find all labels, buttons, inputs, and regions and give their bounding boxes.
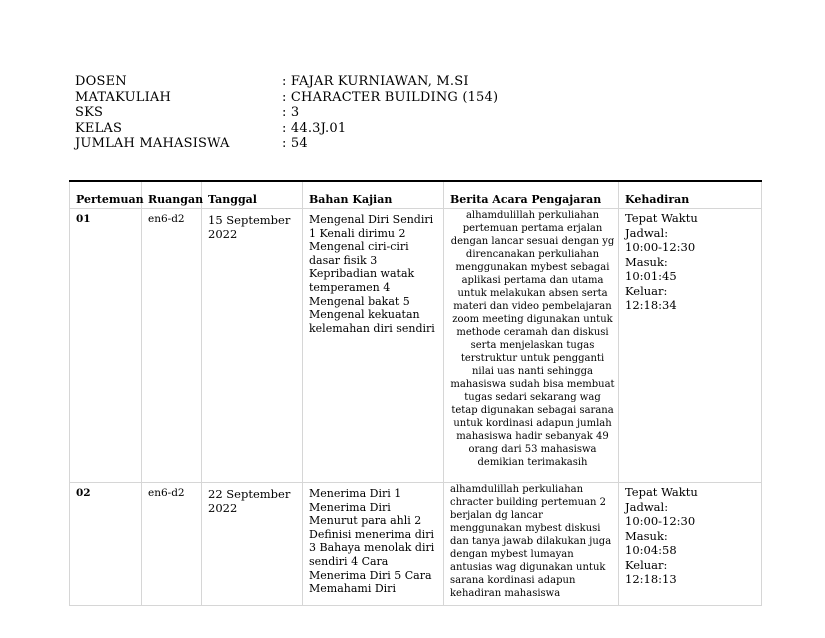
info-label: DOSEN <box>75 74 127 89</box>
cell-ruangan: en6-d2 <box>142 483 202 606</box>
kehadiran-keluar: 12:18:13 <box>625 572 677 586</box>
cell-pertemuan: 02 <box>70 483 142 606</box>
info-value: : CHARACTER BUILDING (154) <box>282 89 499 105</box>
info-value: : 54 <box>282 136 308 151</box>
info-row-jumlah-mahasiswa <box>75 136 498 152</box>
kehadiran-keluar-label: Keluar: <box>625 557 668 572</box>
kehadiran-jadwal-label: Jadwal: <box>625 499 669 514</box>
header-bahan-kajian: Bahan Kajian <box>303 181 444 209</box>
kehadiran-keluar: 12:18:34 <box>625 298 677 312</box>
kehadiran-status: Tepat Waktu <box>625 485 698 499</box>
kehadiran-status: Tepat Waktu <box>625 211 698 225</box>
info-row-kelas <box>75 121 498 137</box>
cell-ruangan: en6-d2 <box>142 209 202 483</box>
kehadiran-masuk: 10:01:45 <box>625 269 677 283</box>
header-berita-acara: Berita Acara Pengajaran <box>444 181 619 209</box>
cell-bahan-kajian: Mengenal Diri Sendiri 1 Kenali dirimu 2 Mengenal ciri-ciri dasar fisik 3 Kepribadian watak temperamen 4 Mengenal bakat 5 Mengenal kekuatan kelemahan diri sendiri <box>303 209 444 483</box>
info-row-matakuliah <box>75 90 498 106</box>
cell-tanggal: 15 September 2022 <box>202 209 303 483</box>
cell-kehadiran <box>619 209 762 483</box>
info-value: : FAJAR KURNIAWAN, M.SI <box>282 74 469 89</box>
kehadiran-masuk: 10:04:58 <box>625 543 677 557</box>
header-ruangan: Ruangan <box>142 181 202 209</box>
kehadiran-jadwal: 10:00-12:30 <box>625 240 696 254</box>
table-header-row <box>70 181 762 209</box>
header-tanggal: Tanggal <box>202 181 303 209</box>
kehadiran-jadwal: 10:00-12:30 <box>625 514 696 528</box>
header-kehadiran: Kehadiran <box>619 181 762 209</box>
info-label: KELAS <box>75 120 123 136</box>
info-label: SKS <box>75 105 104 120</box>
cell-berita-acara: alhamdulillah perkuliahan chracter building pertemuan 2 berjalan dg lancar menggunakan mybest diskusi dan tanya jawab dilakukan juga dengan mybest lumayan antusias wag digunakan untuk sarana kordinasi adapun kehadiran mahasiswa <box>444 483 619 606</box>
cell-pertemuan: 01 <box>70 209 142 483</box>
course-info <box>75 74 498 152</box>
kehadiran-keluar-label: Keluar: <box>625 283 668 298</box>
info-value: : 44.3J.01 <box>282 120 347 136</box>
table-row <box>70 483 762 606</box>
info-label: MATAKULIAH <box>75 89 172 105</box>
cell-berita-acara: alhamdulillah perkuliahan pertemuan pertama erjalan dengan lancar sesuai dengan yg direncanakan perkuliahan menggunakan mybest sebagai aplikasi pertama dan utama untuk melakukan absen serta materi dan video pembelajaran zoom meeting digunakan untuk methode ceramah dan diskusi serta menjelaskan tugas terstruktur untuk pengganti nilai uas nanti sehingga mahasiswa sudah bisa membuat tugas sedari sekarang wag tetap digunakan sebagai sarana untuk kordinasi adapun jumlah mahasiswa hadir sebanyak 49 orang dari 53 mahasiswa demikian terimakasih <box>444 209 619 483</box>
cell-bahan-kajian: Menerima Diri 1 Menerima Diri Menurut para ahli 2 Definisi menerima diri 3 Bahaya menolak diri sendiri 4 Cara Menerima Diri 5 Cara Memahami Diri <box>303 483 444 606</box>
info-label: JUMLAH MAHASISWA <box>75 136 230 151</box>
table-row <box>70 209 762 483</box>
kehadiran-masuk-label: Masuk: <box>625 528 668 543</box>
header-pertemuan: Pertemuan <box>70 181 142 209</box>
info-row-dosen <box>75 74 498 90</box>
cell-kehadiran <box>619 483 762 606</box>
kehadiran-jadwal-label: Jadwal: <box>625 225 669 240</box>
cell-tanggal: 22 September 2022 <box>202 483 303 606</box>
info-value: : 3 <box>282 105 300 120</box>
info-row-sks <box>75 105 498 121</box>
kehadiran-masuk-label: Masuk: <box>625 254 668 269</box>
attendance-table <box>69 180 762 606</box>
